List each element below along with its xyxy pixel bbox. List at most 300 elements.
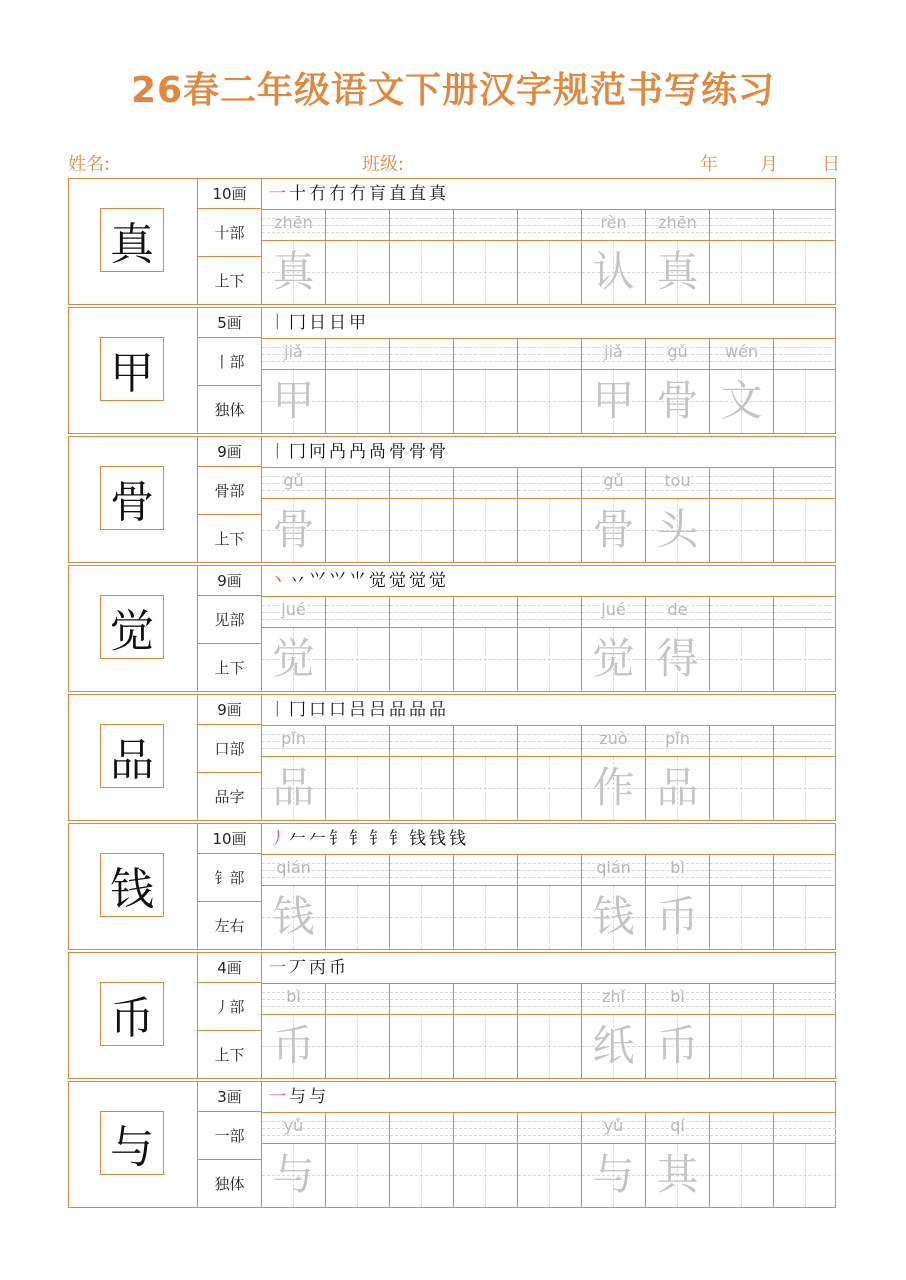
- tianzige-guide: [326, 1175, 389, 1176]
- pinyin-guide-line: [262, 1135, 325, 1136]
- pinyin-guide-line: [454, 361, 517, 362]
- writing-cell[interactable]: [390, 210, 454, 304]
- stroke-step: 冇: [309, 184, 329, 204]
- writing-cell[interactable]: [390, 984, 454, 1078]
- pinyin-trace: zhēn: [274, 213, 313, 232]
- stroke-step: 冂: [289, 442, 309, 462]
- character-trace: 骨: [592, 505, 635, 554]
- writing-cell[interactable]: [454, 210, 518, 304]
- pinyin-guide-line: [710, 1006, 773, 1007]
- tianzige-guide: [774, 401, 836, 402]
- writing-cell[interactable]: [262, 855, 326, 949]
- pinyin-guide-line: [710, 612, 773, 613]
- radical: 丨部: [198, 338, 262, 386]
- tianzige-guide: [518, 530, 581, 531]
- stroke-step: ⺍: [309, 571, 329, 591]
- model-character: 真: [100, 208, 164, 272]
- character-trace: 头: [656, 505, 699, 554]
- pinyin-guide-line: [390, 734, 453, 735]
- tianzige-guide: [454, 272, 517, 273]
- stroke-order: [269, 697, 449, 723]
- pinyin-guide-line: [646, 490, 709, 491]
- pinyin-guide-line: [774, 619, 836, 620]
- pinyin-guide-line: [390, 354, 453, 355]
- character-block: [68, 823, 836, 950]
- writing-cell[interactable]: [262, 339, 326, 433]
- writing-cell[interactable]: [582, 210, 646, 304]
- pinyin-guide-line: [518, 1135, 581, 1136]
- writing-cell[interactable]: [710, 468, 774, 562]
- stroke-step: 钅: [329, 829, 349, 849]
- writing-cell[interactable]: [646, 726, 710, 820]
- writing-grid: [262, 855, 836, 949]
- writing-cell[interactable]: [454, 597, 518, 691]
- stroke-count: 10画: [198, 824, 262, 854]
- pinyin-guide-line: [582, 232, 645, 233]
- writing-cell[interactable]: [518, 726, 582, 820]
- tianzige-guide: [774, 917, 836, 918]
- pinyin-guide-line: [710, 741, 773, 742]
- character-trace: 得: [656, 634, 699, 683]
- stroke-step: 丶: [269, 571, 289, 591]
- pinyin-guide-line: [454, 218, 517, 219]
- pinyin-guide-line: [326, 612, 389, 613]
- pinyin-guide-line: [582, 361, 645, 362]
- writing-cell[interactable]: [774, 210, 836, 304]
- pinyin-guide-line: [454, 612, 517, 613]
- writing-cell[interactable]: [582, 1113, 646, 1207]
- writing-cell[interactable]: [390, 1113, 454, 1207]
- pinyin-guide-line: [774, 483, 836, 484]
- character-trace: 觉: [592, 634, 635, 683]
- stroke-count: 10画: [198, 179, 262, 209]
- pinyin-trace: yǔ: [603, 1116, 624, 1135]
- writing-cell[interactable]: [646, 597, 710, 691]
- pinyin-trace: gǔ: [283, 471, 304, 490]
- character-trace: 真: [656, 247, 699, 296]
- pinyin-guide-line: [774, 863, 836, 864]
- pinyin-guide-line: [710, 999, 773, 1000]
- stroke-step: 丨: [269, 700, 289, 720]
- pinyin-guide-line: [326, 877, 389, 878]
- radical: 丿部: [198, 983, 262, 1031]
- stroke-step: 冂: [289, 700, 309, 720]
- writing-cell[interactable]: [390, 468, 454, 562]
- pinyin-guide-line: [326, 863, 389, 864]
- pinyin-guide-line: [774, 992, 836, 993]
- pinyin-guide-line: [774, 612, 836, 613]
- writing-cell[interactable]: [390, 855, 454, 949]
- year-label: 年: [700, 154, 718, 175]
- pinyin-guide-line: [518, 218, 581, 219]
- writing-cell[interactable]: [710, 855, 774, 949]
- character-block: [68, 952, 836, 1079]
- writing-cell[interactable]: [262, 984, 326, 1078]
- tianzige-guide: [710, 530, 773, 531]
- pinyin-guide-line: [518, 354, 581, 355]
- character-block: [68, 307, 836, 434]
- writing-cell[interactable]: [646, 468, 710, 562]
- structure: 上下: [198, 515, 262, 562]
- writing-cell[interactable]: [774, 1113, 836, 1207]
- character-block: [68, 694, 836, 821]
- structure: 独体: [198, 386, 262, 433]
- structure: 品字: [198, 773, 262, 820]
- pinyin-guide-line: [454, 476, 517, 477]
- pinyin-guide-line: [582, 1135, 645, 1136]
- tianzige-guide: [518, 659, 581, 660]
- stroke-step: ⺍: [329, 571, 349, 591]
- radical: 十部: [198, 209, 262, 257]
- writing-cell[interactable]: [518, 210, 582, 304]
- pinyin-guide-line: [518, 361, 581, 362]
- pinyin-guide-line: [518, 232, 581, 233]
- tianzige-guide: [774, 530, 836, 531]
- pinyin-guide-line: [326, 218, 389, 219]
- writing-cell[interactable]: [390, 597, 454, 691]
- pinyin-guide-line: [390, 232, 453, 233]
- writing-cell[interactable]: [326, 210, 390, 304]
- stroke-order: [269, 1084, 329, 1110]
- stroke-step: 骨: [389, 442, 409, 462]
- stroke-step: 丷: [289, 571, 309, 591]
- tianzige-guide: [518, 788, 581, 789]
- writing-cell[interactable]: [454, 984, 518, 1078]
- writing-cell[interactable]: [326, 984, 390, 1078]
- pinyin-guide-line: [774, 877, 836, 878]
- stroke-step: 钅: [349, 829, 369, 849]
- structure: 上下: [198, 257, 262, 304]
- pinyin-guide-line: [774, 490, 836, 491]
- writing-cell[interactable]: [582, 468, 646, 562]
- pinyin-guide-line: [454, 347, 517, 348]
- writing-cell[interactable]: [518, 597, 582, 691]
- pinyin-guide-line: [774, 999, 836, 1000]
- stroke-step: 钅: [389, 829, 409, 849]
- pinyin-trace: zhēn: [658, 213, 697, 232]
- writing-cell[interactable]: [710, 726, 774, 820]
- model-character: 钱: [100, 853, 164, 917]
- stroke-step: 口: [329, 700, 349, 720]
- writing-cell[interactable]: [518, 855, 582, 949]
- tianzige-guide: [454, 401, 517, 402]
- pinyin-guide-line: [454, 490, 517, 491]
- pinyin-guide-line: [646, 619, 709, 620]
- stroke-step: 直: [409, 184, 429, 204]
- pinyin-guide-line: [710, 1135, 773, 1136]
- tianzige-guide: [518, 401, 581, 402]
- writing-cell[interactable]: [710, 1113, 774, 1207]
- writing-cell[interactable]: [262, 726, 326, 820]
- character-trace: 与: [592, 1150, 635, 1199]
- pinyin-guide-line: [262, 232, 325, 233]
- tianzige-guide: [390, 530, 453, 531]
- stroke-count: 5画: [198, 308, 262, 338]
- pinyin-guide-line: [326, 999, 389, 1000]
- model-character-cell: [69, 1082, 198, 1207]
- stroke-order: [269, 181, 449, 207]
- pinyin-guide-line: [390, 877, 453, 878]
- writing-cell[interactable]: [710, 984, 774, 1078]
- model-character-cell: [69, 308, 198, 433]
- pinyin-guide-line: [518, 1121, 581, 1122]
- stroke-step: 日: [329, 313, 349, 333]
- pinyin-guide-line: [710, 734, 773, 735]
- radical: 口部: [198, 725, 262, 773]
- writing-cell[interactable]: [262, 1113, 326, 1207]
- pinyin-guide-line: [326, 483, 389, 484]
- character-trace: 作: [592, 763, 635, 812]
- pinyin-guide-line: [582, 490, 645, 491]
- pinyin-guide-line: [262, 361, 325, 362]
- pinyin-trace: qí: [670, 1116, 685, 1135]
- stroke-step: 币: [329, 958, 349, 978]
- writing-cell[interactable]: [454, 726, 518, 820]
- stroke-order: [269, 439, 449, 465]
- model-character: 甲: [100, 337, 164, 401]
- model-character-cell: [69, 437, 198, 562]
- writing-cell[interactable]: [774, 855, 836, 949]
- pinyin-guide-line: [326, 347, 389, 348]
- pinyin-guide-line: [518, 347, 581, 348]
- stroke-step: 钱: [409, 829, 429, 849]
- writing-cell[interactable]: [774, 597, 836, 691]
- writing-cell[interactable]: [646, 1113, 710, 1207]
- writing-cell[interactable]: [326, 726, 390, 820]
- stroke-step: 丆: [289, 958, 309, 978]
- pinyin-guide-line: [774, 870, 836, 871]
- tianzige-guide: [710, 272, 773, 273]
- pinyin-guide-line: [454, 748, 517, 749]
- pinyin-guide-line: [390, 1006, 453, 1007]
- stroke-step: 𠂉: [289, 829, 309, 849]
- writing-cell[interactable]: [710, 210, 774, 304]
- writing-cell[interactable]: [646, 984, 710, 1078]
- character-trace: 币: [272, 1021, 315, 1070]
- pinyin-guide-line: [326, 619, 389, 620]
- pinyin-guide-line: [582, 1006, 645, 1007]
- pinyin-guide-line: [646, 877, 709, 878]
- writing-cell[interactable]: [582, 984, 646, 1078]
- pinyin-guide-line: [390, 1135, 453, 1136]
- tianzige-guide: [710, 917, 773, 918]
- writing-cell[interactable]: [774, 468, 836, 562]
- character-trace: 甲: [272, 376, 315, 425]
- writing-cell[interactable]: [646, 339, 710, 433]
- pinyin-guide-line: [326, 476, 389, 477]
- pinyin-guide-line: [454, 992, 517, 993]
- writing-cell[interactable]: [326, 468, 390, 562]
- writing-cell[interactable]: [582, 726, 646, 820]
- structure: 左右: [198, 902, 262, 949]
- pinyin-guide-line: [390, 218, 453, 219]
- tianzige-guide: [774, 1046, 836, 1047]
- stroke-step: 直: [389, 184, 409, 204]
- writing-cell[interactable]: [454, 855, 518, 949]
- writing-cell[interactable]: [518, 984, 582, 1078]
- writing-cell[interactable]: [326, 339, 390, 433]
- pinyin-guide-line: [518, 1006, 581, 1007]
- tianzige-guide: [518, 272, 581, 273]
- pinyin-guide-line: [582, 619, 645, 620]
- writing-cell[interactable]: [774, 984, 836, 1078]
- writing-cell[interactable]: [454, 468, 518, 562]
- writing-cell[interactable]: [262, 597, 326, 691]
- pinyin-guide-line: [710, 476, 773, 477]
- writing-cell[interactable]: [326, 855, 390, 949]
- character-trace: 与: [272, 1150, 315, 1199]
- pinyin-trace: jiǎ: [604, 342, 623, 361]
- pinyin-guide-line: [326, 870, 389, 871]
- stroke-count: 9画: [198, 566, 262, 596]
- tianzige-guide: [326, 1046, 389, 1047]
- pinyin-guide-line: [774, 1121, 836, 1122]
- pinyin-guide-line: [710, 877, 773, 878]
- pinyin-trace: wén: [724, 342, 759, 361]
- pinyin-guide-line: [774, 741, 836, 742]
- pinyin-guide-line: [710, 232, 773, 233]
- pinyin-guide-line: [774, 361, 836, 362]
- pinyin-guide-line: [518, 741, 581, 742]
- character-trace: 认: [592, 247, 635, 296]
- stroke-step: 品: [409, 700, 429, 720]
- model-character-cell: [69, 695, 198, 820]
- writing-grid: [262, 726, 836, 820]
- writing-cell[interactable]: [518, 339, 582, 433]
- pinyin-guide-line: [518, 612, 581, 613]
- stroke-step: 品: [429, 700, 449, 720]
- pinyin-trace: gǔ: [667, 342, 688, 361]
- character-block: [68, 178, 836, 305]
- pinyin-guide-line: [518, 992, 581, 993]
- radical: 钅部: [198, 854, 262, 902]
- pinyin-guide-line: [774, 1135, 836, 1136]
- writing-cell[interactable]: [326, 597, 390, 691]
- stroke-step: 丨: [269, 313, 289, 333]
- pinyin-guide-line: [390, 476, 453, 477]
- model-character-cell: [69, 824, 198, 949]
- character-trace: 文: [720, 376, 763, 425]
- pinyin-guide-line: [326, 490, 389, 491]
- writing-cell[interactable]: [646, 210, 710, 304]
- pinyin-guide-line: [518, 605, 581, 606]
- stroke-step: 冂: [289, 313, 309, 333]
- stroke-step: 日: [309, 313, 329, 333]
- pinyin-guide-line: [454, 870, 517, 871]
- pinyin-guide-line: [582, 877, 645, 878]
- writing-cell[interactable]: [454, 1113, 518, 1207]
- character-trace: 骨: [656, 376, 699, 425]
- pinyin-trace: zuò: [599, 729, 628, 748]
- stroke-step: 与: [289, 1087, 309, 1107]
- writing-cell[interactable]: [582, 855, 646, 949]
- pinyin-guide-line: [518, 225, 581, 226]
- pinyin-guide-line: [454, 354, 517, 355]
- pinyin-guide-line: [326, 354, 389, 355]
- pinyin-guide-line: [710, 870, 773, 871]
- stroke-step: 钱: [449, 829, 469, 849]
- structure: 上下: [198, 1031, 262, 1078]
- pinyin-guide-line: [390, 863, 453, 864]
- pinyin-guide-line: [262, 748, 325, 749]
- writing-cell[interactable]: [774, 726, 836, 820]
- stroke-step: ⺌: [349, 571, 369, 591]
- writing-cell[interactable]: [710, 339, 774, 433]
- radical: 见部: [198, 596, 262, 644]
- pinyin-guide-line: [774, 605, 836, 606]
- writing-cell[interactable]: [390, 339, 454, 433]
- writing-cell[interactable]: [710, 597, 774, 691]
- pinyin-trace: yǔ: [283, 1116, 304, 1135]
- character-trace: 币: [656, 1021, 699, 1070]
- writing-cell[interactable]: [326, 1113, 390, 1207]
- writing-cell[interactable]: [582, 339, 646, 433]
- pinyin-trace: zhǐ: [602, 987, 625, 1006]
- writing-cell[interactable]: [774, 339, 836, 433]
- pinyin-guide-line: [518, 1128, 581, 1129]
- pinyin-guide-line: [262, 877, 325, 878]
- stroke-step: 觉: [369, 571, 389, 591]
- pinyin-guide-line: [646, 232, 709, 233]
- pinyin-guide-line: [390, 225, 453, 226]
- writing-cell[interactable]: [646, 855, 710, 949]
- writing-cell[interactable]: [390, 726, 454, 820]
- stroke-step: 一: [269, 1087, 289, 1107]
- pinyin-guide-line: [454, 734, 517, 735]
- pinyin-guide-line: [774, 347, 836, 348]
- pinyin-guide-line: [518, 490, 581, 491]
- tianzige-guide: [518, 1046, 581, 1047]
- pinyin-trace: bì: [670, 987, 685, 1006]
- pinyin-trace: de: [667, 600, 688, 619]
- writing-cell[interactable]: [582, 597, 646, 691]
- writing-cell[interactable]: [518, 468, 582, 562]
- radical: 一部: [198, 1112, 262, 1160]
- tianzige-guide: [390, 1046, 453, 1047]
- writing-grid: [262, 1113, 836, 1207]
- stroke-count: 9画: [198, 695, 262, 725]
- pinyin-trace: qián: [596, 858, 631, 877]
- pinyin-trace: qián: [276, 858, 311, 877]
- pinyin-guide-line: [454, 741, 517, 742]
- day-label: 日: [822, 154, 840, 175]
- model-character: 与: [100, 1111, 164, 1175]
- model-character: 币: [100, 982, 164, 1046]
- stroke-step: 与: [309, 1087, 329, 1107]
- writing-cell[interactable]: [262, 210, 326, 304]
- writing-cell[interactable]: [454, 339, 518, 433]
- character-trace: 甲: [592, 376, 635, 425]
- writing-cell[interactable]: [262, 468, 326, 562]
- pinyin-guide-line: [326, 361, 389, 362]
- pinyin-guide-line: [646, 361, 709, 362]
- pinyin-guide-line: [326, 992, 389, 993]
- stroke-step: 肓: [369, 184, 389, 204]
- structure: 上下: [198, 644, 262, 691]
- pinyin-trace: rèn: [600, 213, 627, 232]
- stroke-step: 钱: [429, 829, 449, 849]
- writing-cell[interactable]: [518, 1113, 582, 1207]
- character-trace: 品: [656, 763, 699, 812]
- pinyin-guide-line: [390, 605, 453, 606]
- pinyin-guide-line: [326, 734, 389, 735]
- pinyin-guide-line: [710, 225, 773, 226]
- stroke-step: 冇: [349, 184, 369, 204]
- model-character: 觉: [100, 595, 164, 659]
- stroke-order: [269, 826, 469, 852]
- pinyin-guide-line: [454, 605, 517, 606]
- character-trace: 币: [656, 892, 699, 941]
